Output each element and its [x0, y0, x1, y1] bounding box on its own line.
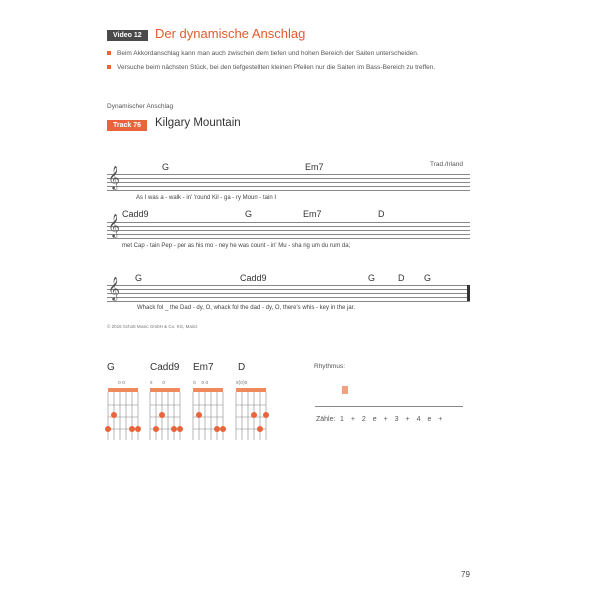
chord-open-strings: o o — [118, 380, 125, 386]
chord-open-strings: o o o — [193, 380, 209, 386]
chord-open-strings: x o — [150, 380, 166, 386]
chord-name: Cadd9 — [150, 362, 180, 373]
treble-clef-icon: 𝄞 — [108, 278, 120, 300]
chord-symbol: G — [424, 273, 432, 283]
count-label: Zähle: — [316, 416, 336, 423]
chord-open-strings: x(o)o — [236, 380, 248, 386]
page-number: 79 — [461, 570, 470, 579]
chord-name: D — [238, 362, 246, 373]
rhythm-counts: 1 + 2 e + 3 + 4 e + — [340, 416, 443, 423]
lyrics: met Cap - tain Pep - per as his mo - ney he was count - in' Mu - sha rig um du rum da; — [122, 243, 351, 249]
track-tag: Track 76 — [107, 120, 147, 131]
video-tag: Video 12 — [107, 30, 148, 41]
copyright: © 2016 Schott Music GmbH & Co. KG, Mainz — [107, 324, 198, 329]
bullet-text: Versuche beim nächsten Stück, bei den tiefgestellten kleinen Pfeilen nur die Saiten im Bass-Bereich zu treffen. — [117, 64, 436, 71]
chord-symbol: G — [245, 209, 253, 219]
chord-symbol: Cadd9 — [240, 273, 267, 283]
chord-symbol: Cadd9 — [122, 209, 149, 219]
bullet-text: Beim Akkordanschlag kann man auch zwischen dem tiefen und hohen Bereich der Saiten unterscheiden. — [117, 50, 419, 57]
chord-name: G — [107, 362, 115, 373]
chord-symbol: G — [135, 273, 143, 283]
treble-clef-icon: 𝄞 — [108, 167, 120, 189]
page-title: Der dynamische Anschlag — [155, 26, 306, 41]
treble-clef-icon: 𝄞 — [108, 215, 120, 237]
section-label: Dynamischer Anschlag — [107, 103, 174, 110]
chord-name: Em7 — [193, 362, 214, 373]
chord-symbol: D — [398, 273, 405, 283]
chord-symbol: Em7 — [303, 209, 322, 219]
highlight-box — [342, 386, 348, 394]
chord-symbol: G — [162, 162, 170, 172]
chord-symbol: G — [368, 273, 376, 283]
lyrics: As I was a - walk - in' 'round Kil - ga - ry Moun - tain I — [136, 195, 277, 201]
lyrics: Whack fol _ the Dad - dy, O, whack fol the dad - dy, O, there's whis - key in the jar. — [137, 305, 356, 311]
chord-symbol: D — [378, 209, 385, 219]
song-title: Kilgary Mountain — [155, 117, 241, 129]
credit: Trad./Irland — [430, 161, 463, 168]
chord-symbol: Em7 — [305, 162, 324, 172]
rhythm-line — [315, 406, 463, 407]
rhythm-label: Rhythmus: — [314, 363, 346, 370]
